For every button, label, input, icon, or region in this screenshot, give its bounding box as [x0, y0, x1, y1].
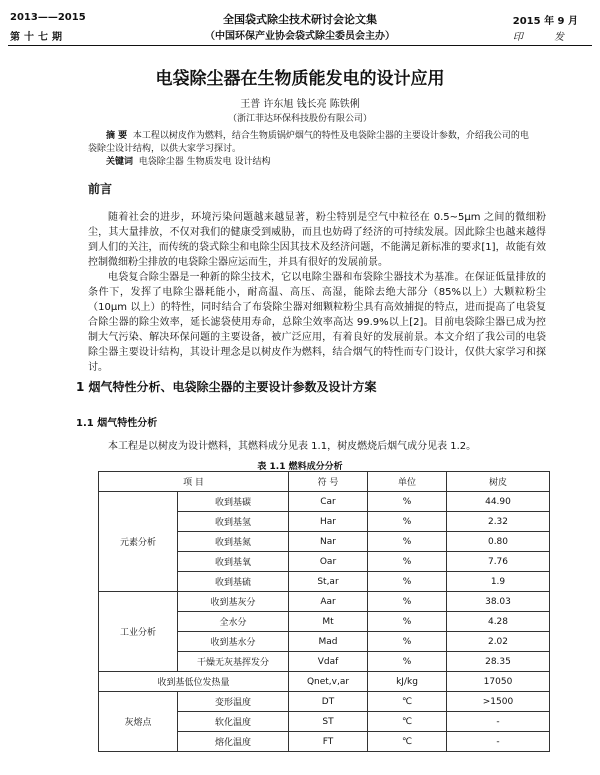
- row-symbol: Mad: [289, 632, 368, 652]
- row-value: -: [447, 712, 550, 732]
- paper-authors: 王普 许东旭 钱长亮 陈铁俐: [240, 99, 360, 110]
- row-value: 44.90: [447, 492, 550, 512]
- col-header-item: 项 目: [99, 472, 289, 492]
- row-value: -: [447, 732, 550, 752]
- row-unit: kJ/kg: [368, 672, 447, 692]
- row-symbol: Oar: [289, 552, 368, 572]
- row-name: 全水分: [178, 612, 289, 632]
- row-value: 38.03: [447, 592, 550, 612]
- row-symbol: Nar: [289, 532, 368, 552]
- row-unit: %: [368, 652, 447, 672]
- row-symbol: Qnet,v,ar: [289, 672, 368, 692]
- table-row: [99, 672, 550, 692]
- row-value: 1.9: [447, 572, 550, 592]
- row-value: 2.02: [447, 632, 550, 652]
- row-name: 收到基低位发热量: [99, 672, 289, 692]
- row-value: 7.76: [447, 552, 550, 572]
- abstract-label: 摘 要: [106, 131, 128, 141]
- preface-paragraph-2: 电袋复合除尘器是一种新的除尘技术，它以电除尘器和布袋除尘器技术为基准。在保证低量排放的条件下，发挥了电除尘器耗能小，耐高温、高压、高湿，能除去绝大部分（85%以上）大颗粒粉尘（10μm 以上）的特性，同时结合了布袋除尘器对细颗粒粉尘具有高效捕捉的特点，进而提高了电袋复合除尘器的除尘效率，延长滤袋使用寿命，总除尘效率高达 99.9%以上[2]。目前电袋除尘器已成为控制大气污染、解决环保问题的主要设备，被广泛应用，有着良好的发展前景。本文介绍了我公司的电袋除尘器主要设计结构，其设计理念是以树皮作为燃料，结合烟气的特性而专门设计，仅供大家学习和探讨。: [88, 272, 546, 373]
- fuel-composition-table: [98, 471, 550, 752]
- section-1-heading: 1 烟气特性分析、电袋除尘器的主要设计参数及设计方案: [76, 380, 377, 394]
- row-symbol: Car: [289, 492, 368, 512]
- col-header-symbol: 符 号: [289, 472, 368, 492]
- abstract: [88, 130, 534, 156]
- paper-title: 电袋除尘器在生物质能发电的设计应用: [155, 69, 445, 89]
- header-print: 印 发: [512, 32, 578, 43]
- group-industrial-analysis: 工业分析: [99, 592, 178, 672]
- row-unit: %: [368, 572, 447, 592]
- group-element-analysis: 元素分析: [99, 492, 178, 592]
- abstract-text: 本工程以树皮作为燃料，结合生物质锅炉烟气的特性及电袋除尘器的主要设计参数，介绍我公司的电袋除尘设计结构，以供大家学习探讨。: [88, 131, 529, 154]
- header-rule: [8, 45, 592, 46]
- abstract-block: [88, 130, 534, 169]
- header-organizer: （中国环保产业协会袋式除尘委员会主办）: [205, 31, 395, 42]
- row-symbol: ST: [289, 712, 368, 732]
- row-symbol: Har: [289, 512, 368, 532]
- row-unit: ℃: [368, 692, 447, 712]
- row-name: 熔化温度: [178, 732, 289, 752]
- table-header-row: [99, 472, 550, 492]
- row-unit: %: [368, 492, 447, 512]
- row-value: 0.80: [447, 532, 550, 552]
- row-value: 17050: [447, 672, 550, 692]
- row-name: 干燥无灰基挥发分: [178, 652, 289, 672]
- row-symbol: Mt: [289, 612, 368, 632]
- header-issue: 第十七期: [10, 32, 66, 43]
- row-value: 2.32: [447, 512, 550, 532]
- row-name: 收到基硫: [178, 572, 289, 592]
- row-symbol: Aar: [289, 592, 368, 612]
- row-name: 变形温度: [178, 692, 289, 712]
- journal-header: [0, 0, 600, 52]
- row-value: 28.35: [447, 652, 550, 672]
- row-unit: %: [368, 532, 447, 552]
- keywords-label: 关键词: [106, 157, 134, 167]
- table-row: [99, 592, 550, 612]
- row-symbol: Vdaf: [289, 652, 368, 672]
- row-unit: ℃: [368, 732, 447, 752]
- row-unit: ℃: [368, 712, 447, 732]
- row-value: 4.28: [447, 612, 550, 632]
- section-1-1-paragraph: 本工程是以树皮为设计燃料，其燃料成分见表 1.1，树皮燃烧后烟气成分见表 1.2。: [108, 441, 477, 452]
- row-name: 收到基碳: [178, 492, 289, 512]
- table-row: [99, 492, 550, 512]
- keywords-text: 电袋除尘器 生物质发电 设计结构: [138, 157, 271, 167]
- row-name: 收到基灰分: [178, 592, 289, 612]
- table-caption: 表 1.1 燃料成分分析: [257, 462, 343, 472]
- col-header-bark: 树皮: [447, 472, 550, 492]
- row-unit: %: [368, 552, 447, 572]
- section-1-1-heading: 1.1 烟气特性分析: [76, 418, 158, 429]
- keywords: [88, 156, 534, 169]
- row-unit: %: [368, 512, 447, 532]
- row-unit: %: [368, 592, 447, 612]
- row-value: >1500: [447, 692, 550, 712]
- header-proceedings: 全国袋式除尘技术研讨会论文集: [223, 13, 377, 26]
- group-ash-fusion: 灰熔点: [99, 692, 178, 752]
- row-symbol: FT: [289, 732, 368, 752]
- row-name: 软化温度: [178, 712, 289, 732]
- row-name: 收到基水分: [178, 632, 289, 652]
- header-date: 2015 年 9 月: [512, 16, 578, 27]
- row-name: 收到基氢: [178, 512, 289, 532]
- row-unit: %: [368, 632, 447, 652]
- row-symbol: DT: [289, 692, 368, 712]
- preface-paragraph-1: 随着社会的进步，环境污染问题越来越显著，粉尘特别是空气中粒径在 0.5~5μm 之间的微细粉尘，其大量排放，不仅对我们的健康受到威胁，而且也妨碍了经济的可持续发展。因此除尘也越来越得到人们的关注，而传统的袋式除尘和电除尘因其技术及经济问题，不能满足新标准的要求[1]，故能有效控制微细粉尘排放的电袋除尘器应运而生，并具有很好的发展前景。: [88, 212, 546, 268]
- col-header-unit: 单位: [368, 472, 447, 492]
- row-unit: %: [368, 612, 447, 632]
- table-row: [99, 692, 550, 712]
- preface-heading: 前言: [88, 182, 113, 196]
- row-name: 收到基氮: [178, 532, 289, 552]
- header-years: 2013——2015: [10, 12, 86, 23]
- row-name: 收到基氧: [178, 552, 289, 572]
- row-symbol: St,ar: [289, 572, 368, 592]
- paper-affiliation: （浙江菲达环保科技股份有限公司）: [227, 114, 372, 124]
